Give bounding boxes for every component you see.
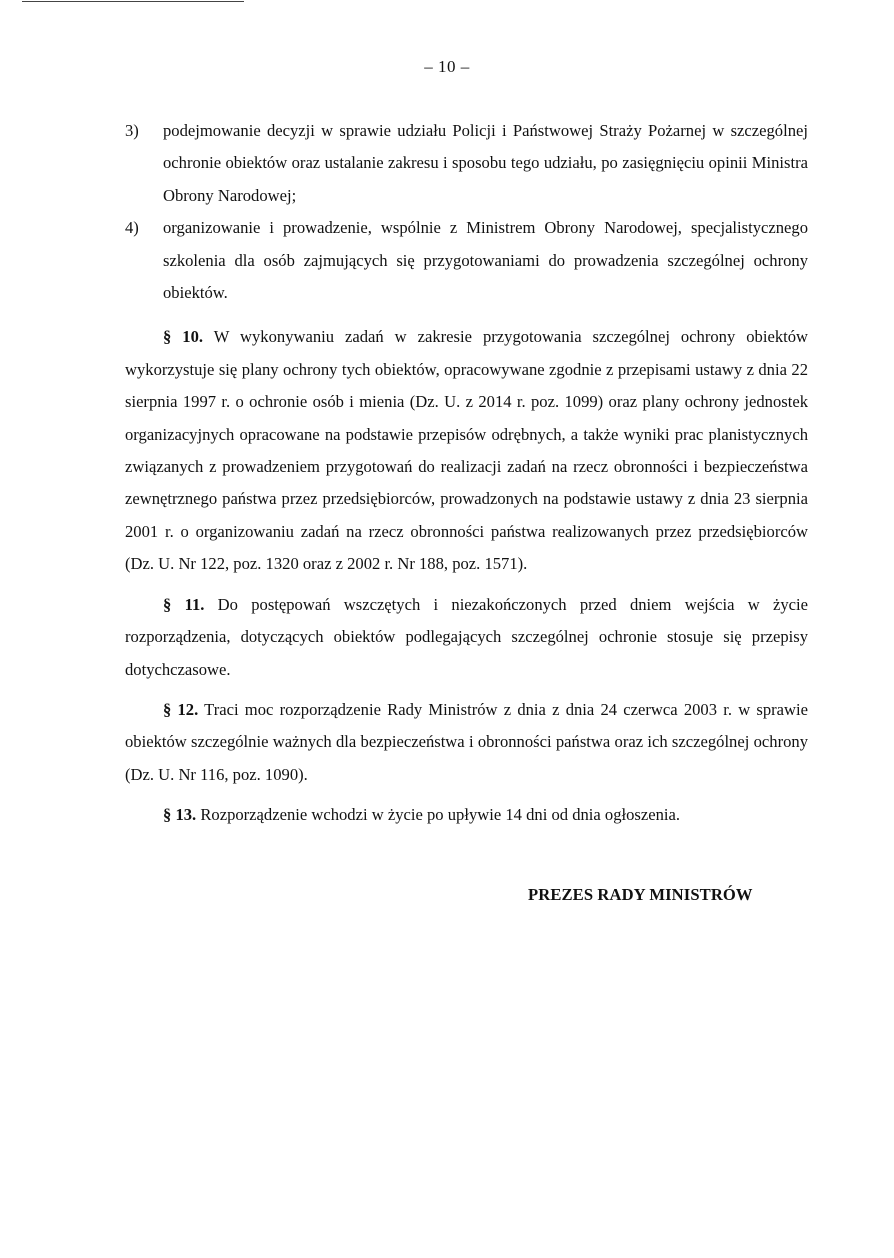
section-number: § 12. [163, 699, 199, 719]
paragraph-section-11 [125, 589, 808, 686]
section-number: § 11. [163, 594, 205, 614]
paragraph-section-10 [125, 321, 808, 580]
section-text: Do postępowań wszczętych i niezakończonych przed dniem wejścia w życie rozporządzenia, dotyczących obiektów podlegających szczególnej ochronie stosuje się przepisy dotychczasowe. [125, 594, 808, 679]
section-number: § 13. [163, 805, 197, 825]
list-item-4 [125, 212, 808, 309]
section-text: Traci moc rozporządzenie Rady Ministrów z dnia z dnia 24 czerwca 2003 r. w sprawie obiektów szczególnie ważnych dla bezpieczeństwa i obronności państwa oraz ich szczególnej ochrony (Dz. U. Nr 116, poz. 1090). [125, 699, 809, 784]
list-item-number: 4) [125, 218, 139, 238]
list-item-text: podejmowanie decyzji w sprawie udziału Policji i Państwowej Straży Pożarnej w szczególnej ochronie obiektów oraz ustalanie zakresu i sposobu tego udziału, po zasięgnięciu opinii Ministra Obrony Narodowej; [163, 121, 808, 205]
paragraph-section-12 [125, 694, 808, 791]
paragraph-section-13 [125, 799, 808, 831]
signature-title: PREZES RADY MINISTRÓW [528, 885, 753, 904]
page-number: – 10 – [424, 57, 470, 76]
section-number: § 10. [163, 327, 204, 347]
scan-edge-line [22, 1, 244, 2]
list-item-3 [125, 115, 808, 212]
list-item-text: organizowanie i prowadzenie, wspólnie z Ministrem Obrony Narodowej, specjalistycznego szkolenia dla osób zajmujących się przygotowaniami do prowadzenia szczególnej ochrony obiektów. [163, 218, 808, 303]
section-text: W wykonywaniu zadań w zakresie przygotowania szczególnej ochrony obiektów wykorzystuje się plany ochrony tych obiektów, opracowywane zgodnie z przepisami ustawy z dnia 22 sierpnia 1997 r. o ochronie osób i mienia (Dz. U. z 2014 r. poz. 1099) oraz plany ochrony jednostek organizacyjnych opracowane na podstawie przepisów odrębnych, a także wyniki prac planistycznych związanych z prowadzeniem przygotowań do realizacji zadań na rzecz obronności i bezpieczeństwa zewnętrznego państwa przez przedsiębiorców, prowadzonych na podstawie ustawy z dnia 23 sierpnia 2001 r. o organizowaniu zadań na rzecz obronności państwa realizowanych przez przedsiębiorców (Dz. U. Nr 122, poz. 1320 oraz z 2002 r. Nr 188, poz. 1571). [125, 327, 809, 574]
list-item-number: 3) [125, 121, 139, 140]
section-text: Rozporządzenie wchodzi w życie po upływie 14 dni od dnia ogłoszenia. [196, 805, 681, 825]
document-body [125, 115, 808, 832]
